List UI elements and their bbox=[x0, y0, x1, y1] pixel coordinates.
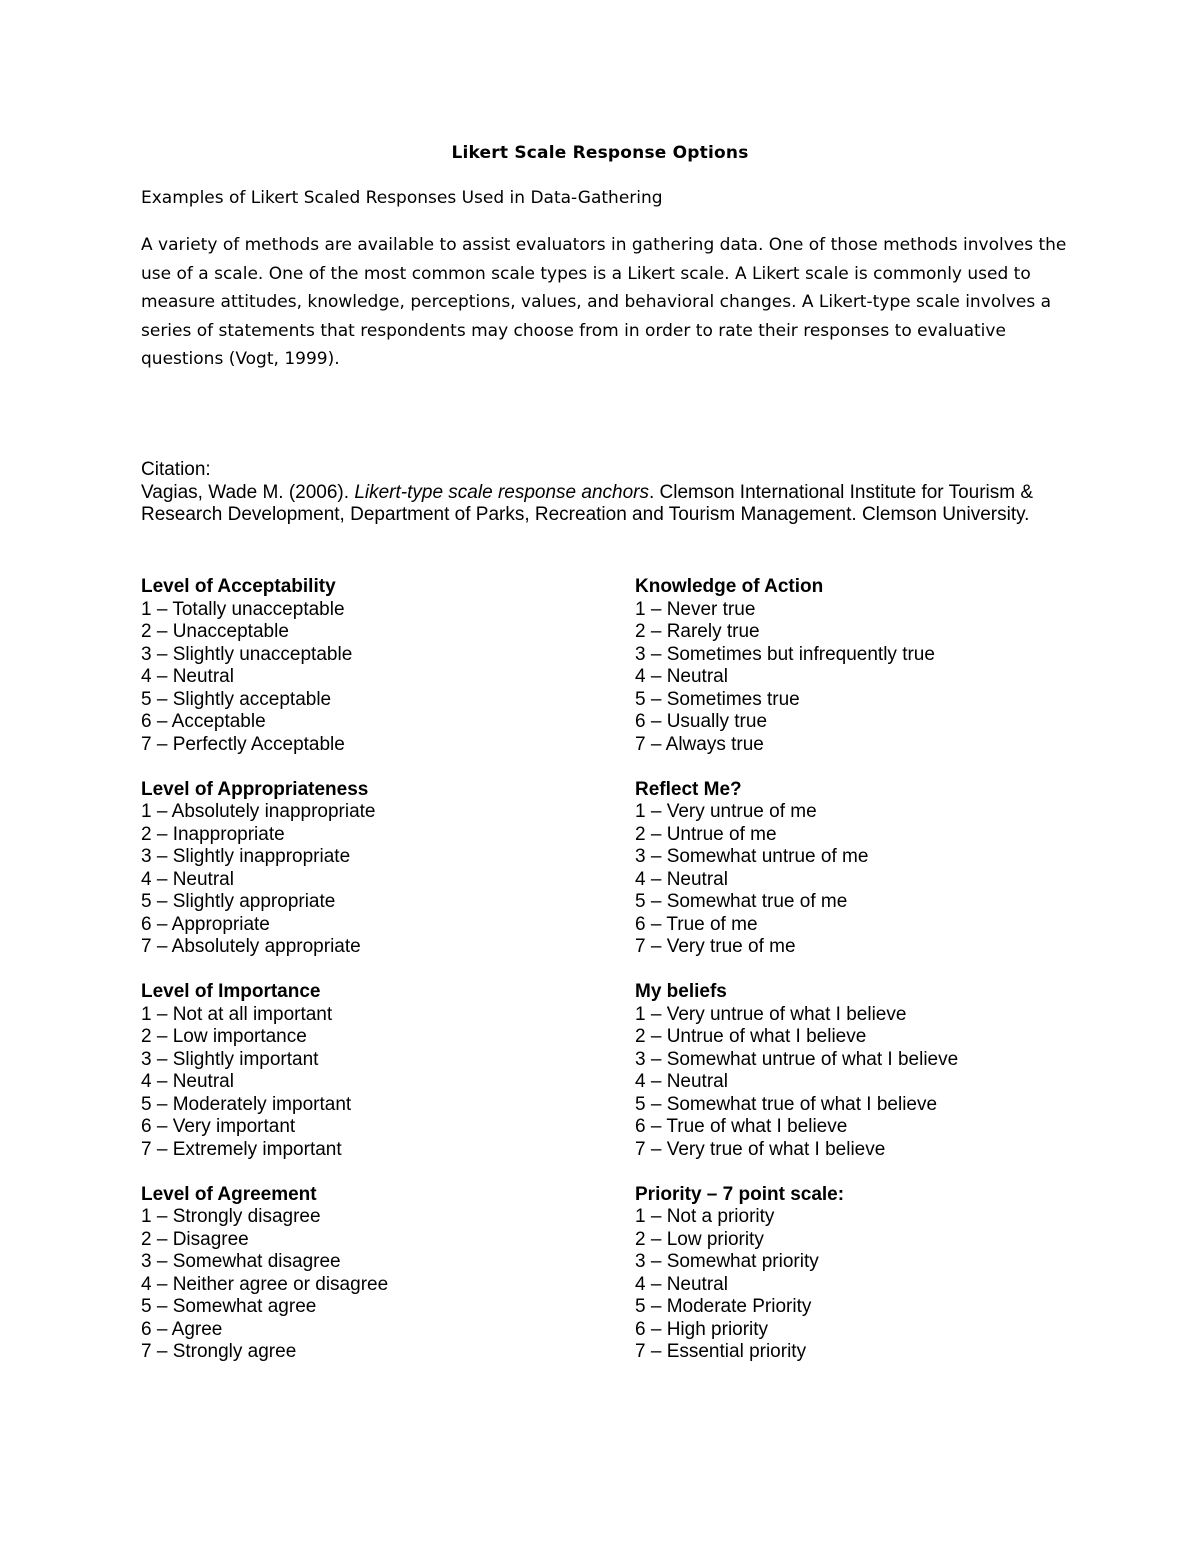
scale-item: 7 – Always true bbox=[635, 733, 764, 755]
scale-item: 7 – Very true of what I believe bbox=[635, 1138, 886, 1160]
scale-item: 5 – Somewhat true of me bbox=[635, 891, 848, 912]
scale-heading: Level of Appropriateness bbox=[141, 778, 369, 800]
scale-item: 1 – Very untrue of me bbox=[635, 801, 817, 822]
scale-item: 5 – Moderately important bbox=[141, 1093, 352, 1115]
scale-item: 3 – Somewhat untrue of me bbox=[635, 846, 869, 867]
scale-group bbox=[141, 779, 591, 959]
scale-list bbox=[635, 599, 1135, 757]
scale-heading: Level of Acceptability bbox=[141, 576, 336, 597]
citation-work-title: Likert-type scale response anchors bbox=[354, 481, 649, 503]
scale-group bbox=[635, 981, 1135, 1161]
scale-item: 7 – Strongly agree bbox=[141, 1341, 297, 1362]
scale-list bbox=[141, 801, 591, 959]
scale-item: 7 – Essential priority bbox=[635, 1341, 807, 1362]
scale-item: 7 – Very true of me bbox=[635, 936, 796, 957]
scale-item: 4 – Neutral bbox=[141, 868, 234, 890]
scale-item: 2 – Untrue of what I believe bbox=[635, 1026, 867, 1047]
scale-list bbox=[141, 1004, 591, 1162]
scale-item: 5 – Moderate Priority bbox=[635, 1296, 812, 1317]
scale-item: 4 – Neutral bbox=[635, 666, 728, 687]
scale-item: 6 – Very important bbox=[141, 1116, 296, 1137]
scale-item: 5 – Somewhat agree bbox=[141, 1296, 317, 1317]
citation-rest: . Clemson International Institute for Tourism & Research Development, Department of Parks, Recreation and Tourism Management. Clemson University. bbox=[141, 481, 1034, 525]
scale-item: 2 – Low priority bbox=[635, 1228, 764, 1250]
scale-item: 6 – Usually true bbox=[635, 711, 768, 732]
scale-item: 2 – Disagree bbox=[141, 1228, 249, 1250]
scale-item: 4 – Neither agree or disagree bbox=[141, 1273, 389, 1295]
scale-item: 1 – Strongly disagree bbox=[141, 1206, 321, 1227]
scale-item: 3 – Somewhat disagree bbox=[141, 1251, 341, 1272]
citation-label: Citation: bbox=[141, 459, 211, 480]
citation-text bbox=[141, 482, 1061, 527]
scale-heading: My beliefs bbox=[635, 981, 727, 1002]
scale-item: 4 – Neutral bbox=[141, 1071, 234, 1092]
scale-item: 6 – Appropriate bbox=[141, 913, 270, 935]
scale-list bbox=[635, 801, 1135, 959]
scale-item: 3 – Somewhat untrue of what I believe bbox=[635, 1048, 959, 1070]
scale-group bbox=[141, 1184, 591, 1364]
scale-item: 3 – Sometimes but infrequently true bbox=[635, 643, 935, 665]
scale-item: 5 – Slightly acceptable bbox=[141, 688, 332, 710]
scale-item: 2 – Untrue of me bbox=[635, 823, 777, 845]
scale-item: 3 – Slightly important bbox=[141, 1048, 319, 1070]
scale-item: 1 – Never true bbox=[635, 598, 756, 620]
scale-item: 4 – Neutral bbox=[141, 666, 234, 687]
scale-item: 7 – Extremely important bbox=[141, 1138, 342, 1160]
scale-group bbox=[635, 779, 1135, 959]
scale-item: 5 – Somewhat true of what I believe bbox=[635, 1093, 938, 1115]
scale-item: 2 – Unacceptable bbox=[141, 621, 289, 642]
scale-item: 7 – Perfectly Acceptable bbox=[141, 733, 345, 755]
document-title: Likert Scale Response Options bbox=[451, 143, 749, 163]
intro-paragraph: A variety of methods are available to assist evaluators in gathering data. One of those methods involves the use of a scale. One of the most common scale types is a Likert scale. A Likert scale is commonly used to measure attitudes, knowledge, perceptions, values, and behavioral changes. A Likert-type scale involves a series of statements that respondents may choose from in order to rate their responses to evaluative questions (Vogt, 1999). bbox=[141, 235, 1067, 369]
scale-item: 2 – Rarely true bbox=[635, 621, 760, 642]
scale-item: 1 – Not a priority bbox=[635, 1206, 775, 1227]
scale-group bbox=[141, 576, 591, 756]
scale-item: 6 – Acceptable bbox=[141, 711, 266, 732]
scale-group bbox=[635, 1184, 1135, 1364]
citation-block bbox=[141, 459, 1061, 527]
scale-item: 4 – Neutral bbox=[635, 1273, 728, 1295]
scale-item: 3 – Slightly inappropriate bbox=[141, 846, 351, 867]
scales-left-column bbox=[141, 576, 591, 1386]
scale-item: 5 – Slightly appropriate bbox=[141, 891, 336, 912]
scale-item: 5 – Sometimes true bbox=[635, 688, 800, 710]
scale-heading: Level of Importance bbox=[141, 981, 321, 1002]
scale-item: 6 – High priority bbox=[635, 1318, 769, 1340]
scale-heading: Knowledge of Action bbox=[635, 576, 824, 597]
scale-item: 4 – Neutral bbox=[635, 1071, 728, 1092]
scale-item: 3 – Slightly unacceptable bbox=[141, 643, 353, 665]
scales-right-column bbox=[635, 576, 1135, 1386]
scale-item: 1 – Absolutely inappropriate bbox=[141, 801, 376, 822]
scale-heading: Level of Agreement bbox=[141, 1183, 317, 1205]
scale-item: 3 – Somewhat priority bbox=[635, 1251, 819, 1272]
scale-item: 2 – Low importance bbox=[141, 1026, 307, 1047]
scale-item: 2 – Inappropriate bbox=[141, 823, 285, 845]
scale-list bbox=[635, 1206, 1135, 1364]
scale-item: 6 – True of what I believe bbox=[635, 1116, 848, 1137]
scale-list bbox=[141, 1206, 591, 1364]
scale-item: 4 – Neutral bbox=[635, 868, 728, 890]
scale-list bbox=[635, 1004, 1135, 1162]
scale-item: 1 – Totally unacceptable bbox=[141, 598, 345, 620]
scale-group bbox=[141, 981, 591, 1161]
scale-heading: Priority – 7 point scale: bbox=[635, 1183, 845, 1205]
scale-heading: Reflect Me? bbox=[635, 778, 742, 800]
scale-item: 7 – Absolutely appropriate bbox=[141, 936, 361, 957]
scale-item: 6 – True of me bbox=[635, 913, 758, 935]
scale-item: 1 – Not at all important bbox=[141, 1003, 333, 1025]
scale-item: 6 – Agree bbox=[141, 1318, 223, 1340]
scale-list bbox=[141, 599, 591, 757]
scale-group bbox=[635, 576, 1135, 756]
scale-item: 1 – Very untrue of what I believe bbox=[635, 1003, 907, 1025]
document-subtitle: Examples of Likert Scaled Responses Used in Data-Gathering bbox=[141, 188, 663, 208]
citation-author: Vagias, Wade M. (2006). bbox=[141, 481, 350, 503]
